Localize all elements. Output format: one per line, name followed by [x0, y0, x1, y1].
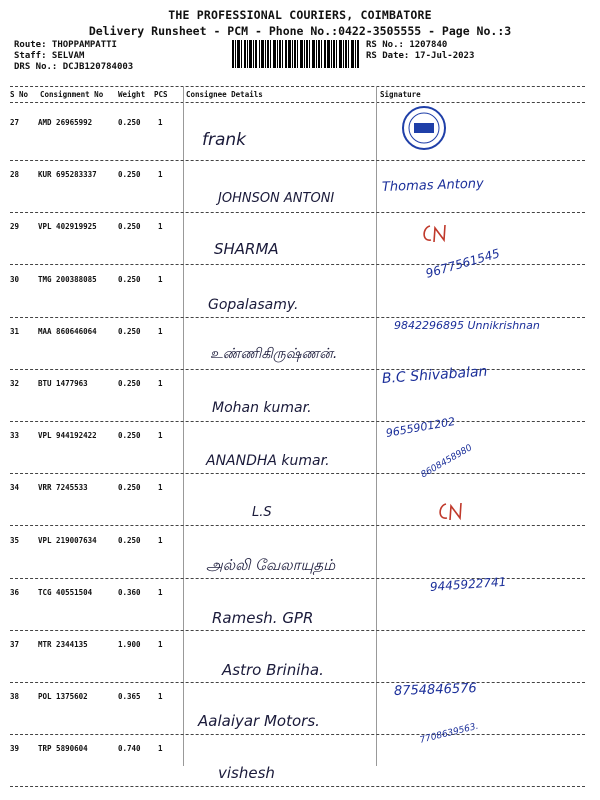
- row-consignment-no: POL 1375602: [38, 692, 88, 702]
- row-consignee: JOHNSON ANTONI: [218, 191, 335, 207]
- row-sno: 39: [10, 744, 20, 754]
- row-sno: 31: [10, 326, 20, 336]
- rs-no-label: RS No.: 1207840: [366, 40, 448, 50]
- row-consignment-no: BTU 1477963: [38, 379, 88, 388]
- row-signature: 7708639563.: [418, 721, 480, 747]
- delivery-stamp: [400, 104, 448, 152]
- row-separator: [10, 421, 585, 422]
- row-consignee: Astro Briniha.: [222, 661, 324, 679]
- row-sno: 34: [10, 483, 20, 493]
- row-pcs: 1: [158, 379, 163, 388]
- row-consignee: L.S: [252, 505, 272, 521]
- row-sno: 29: [10, 222, 20, 232]
- cn-mark-icon: [418, 222, 448, 246]
- row-consignment-no: VPL 944192422: [38, 431, 97, 441]
- staff-label: Staff: SELVAM: [14, 51, 85, 61]
- row-sno: 30: [10, 274, 20, 284]
- header-top-rule: [10, 86, 585, 87]
- row-signature: 9445922741: [429, 574, 507, 594]
- row-consignee: Mohan kumar.: [212, 400, 312, 416]
- row-pcs: 1: [158, 431, 163, 441]
- row-signature: 8754846576: [393, 681, 477, 700]
- row-consignment-no: TRP 5890604: [38, 744, 88, 754]
- row-pcs: 1: [158, 535, 163, 545]
- row-sno: 32: [10, 379, 20, 388]
- row-consignment-no: VRR 7245533: [38, 483, 88, 493]
- row-consignment-no: AMD 26965992: [38, 118, 93, 127]
- row-pcs: 1: [158, 274, 163, 284]
- row-consignment-no: KUR 695283337: [38, 170, 97, 180]
- header-bottom-rule: [10, 102, 585, 103]
- row-separator: [10, 786, 585, 787]
- row-separator: [10, 369, 585, 370]
- col-signature: Signature: [380, 90, 421, 99]
- row-consignment-no: MAA 860646064: [38, 326, 97, 336]
- row-separator: [10, 264, 585, 265]
- rs-date-label: RS Date: 17-Jul-2023: [366, 51, 475, 61]
- row-pcs: 1: [158, 587, 163, 597]
- drs-label: DRS No.: DCJB120784003: [14, 62, 134, 72]
- row-consignment-no: TCG 40551504: [38, 587, 93, 597]
- row-signature: 9842296895 Unnikrishnan: [394, 318, 540, 332]
- barcode: [232, 40, 360, 68]
- row-consignee: vishesh: [218, 764, 275, 783]
- consignee-column-divider: [183, 86, 184, 766]
- col-weight: Weight: [118, 90, 146, 99]
- row-weight: 0.250: [118, 118, 141, 127]
- row-consignee: ANANDHA kumar.: [206, 453, 330, 470]
- row-weight: 0.250: [118, 326, 141, 336]
- row-weight: 0.250: [118, 379, 141, 388]
- row-consignee: SHARMA: [214, 240, 279, 259]
- row-separator: [10, 473, 585, 474]
- row-sno: 27: [10, 118, 20, 127]
- row-sno: 33: [10, 431, 20, 441]
- row-consignee: Gopalasamy.: [208, 296, 299, 313]
- col-pcs: PCS: [154, 90, 168, 99]
- row-pcs: 1: [158, 222, 163, 232]
- col-sno: S No: [10, 90, 29, 99]
- route-label: Route: THOPPAMPATTI: [14, 40, 117, 50]
- cn-mark-icon: [434, 500, 464, 524]
- row-pcs: 1: [158, 118, 163, 127]
- row-consignee: frank: [202, 130, 247, 150]
- row-pcs: 1: [158, 326, 163, 336]
- row-sno: 38: [10, 692, 20, 702]
- row-weight: 1.900: [118, 640, 141, 649]
- row-weight: 0.740: [118, 744, 141, 754]
- row-pcs: 1: [158, 483, 163, 493]
- row-weight: 0.250: [118, 431, 141, 441]
- row-weight: 0.250: [118, 535, 141, 545]
- row-separator: [10, 525, 585, 526]
- row-consignee: Ramesh. GPR: [212, 608, 314, 627]
- row-sno: 35: [10, 535, 20, 545]
- row-consignee: அல்லி வேலாயுதம்: [206, 555, 336, 574]
- row-weight: 0.250: [118, 483, 141, 493]
- row-signature: 9655901202: [384, 415, 457, 441]
- row-consignment-no: VPL 219007634: [38, 535, 97, 545]
- col-consignment: Consignment No: [40, 90, 104, 99]
- row-weight: 0.250: [118, 222, 141, 232]
- row-separator: [10, 734, 585, 735]
- row-weight: 0.360: [118, 587, 141, 597]
- row-consignee: Aalaiyar Motors.: [198, 712, 320, 731]
- row-sno: 28: [10, 170, 20, 180]
- row-weight: 0.365: [118, 692, 141, 702]
- row-pcs: 1: [158, 692, 163, 702]
- company-title: THE PROFESSIONAL COURIERS, COIMBATORE: [168, 8, 432, 22]
- row-weight: 0.250: [118, 170, 141, 180]
- row-pcs: 1: [158, 170, 163, 180]
- row-signature: B.C Shivabalan: [381, 363, 488, 387]
- row-signature: 8608458980: [419, 443, 475, 481]
- row-signature: 9677561545: [424, 245, 502, 281]
- row-pcs: 1: [158, 640, 163, 649]
- row-separator: [10, 212, 585, 213]
- row-consignment-no: TMG 200388085: [38, 274, 97, 284]
- runsheet-subtitle: Delivery Runsheet - PCM - Phone No.:0422-3505555 - Page No.:3: [88, 24, 512, 38]
- col-consignee: Consignee Details: [186, 90, 263, 99]
- row-sno: 36: [10, 587, 20, 597]
- row-signature: Thomas Antony: [381, 176, 484, 196]
- row-sno: 37: [10, 640, 20, 649]
- row-separator: [10, 630, 585, 631]
- signature-column-divider: [376, 86, 377, 766]
- row-consignment-no: MTR 2344135: [38, 640, 88, 649]
- row-separator: [10, 160, 585, 161]
- row-separator: [10, 682, 585, 683]
- row-consignee: உண்ணிகிருஷ்ணன்.: [210, 345, 338, 362]
- row-separator: [10, 317, 585, 318]
- row-weight: 0.250: [118, 274, 141, 284]
- row-consignment-no: VPL 402919925: [38, 222, 97, 232]
- row-pcs: 1: [158, 744, 163, 754]
